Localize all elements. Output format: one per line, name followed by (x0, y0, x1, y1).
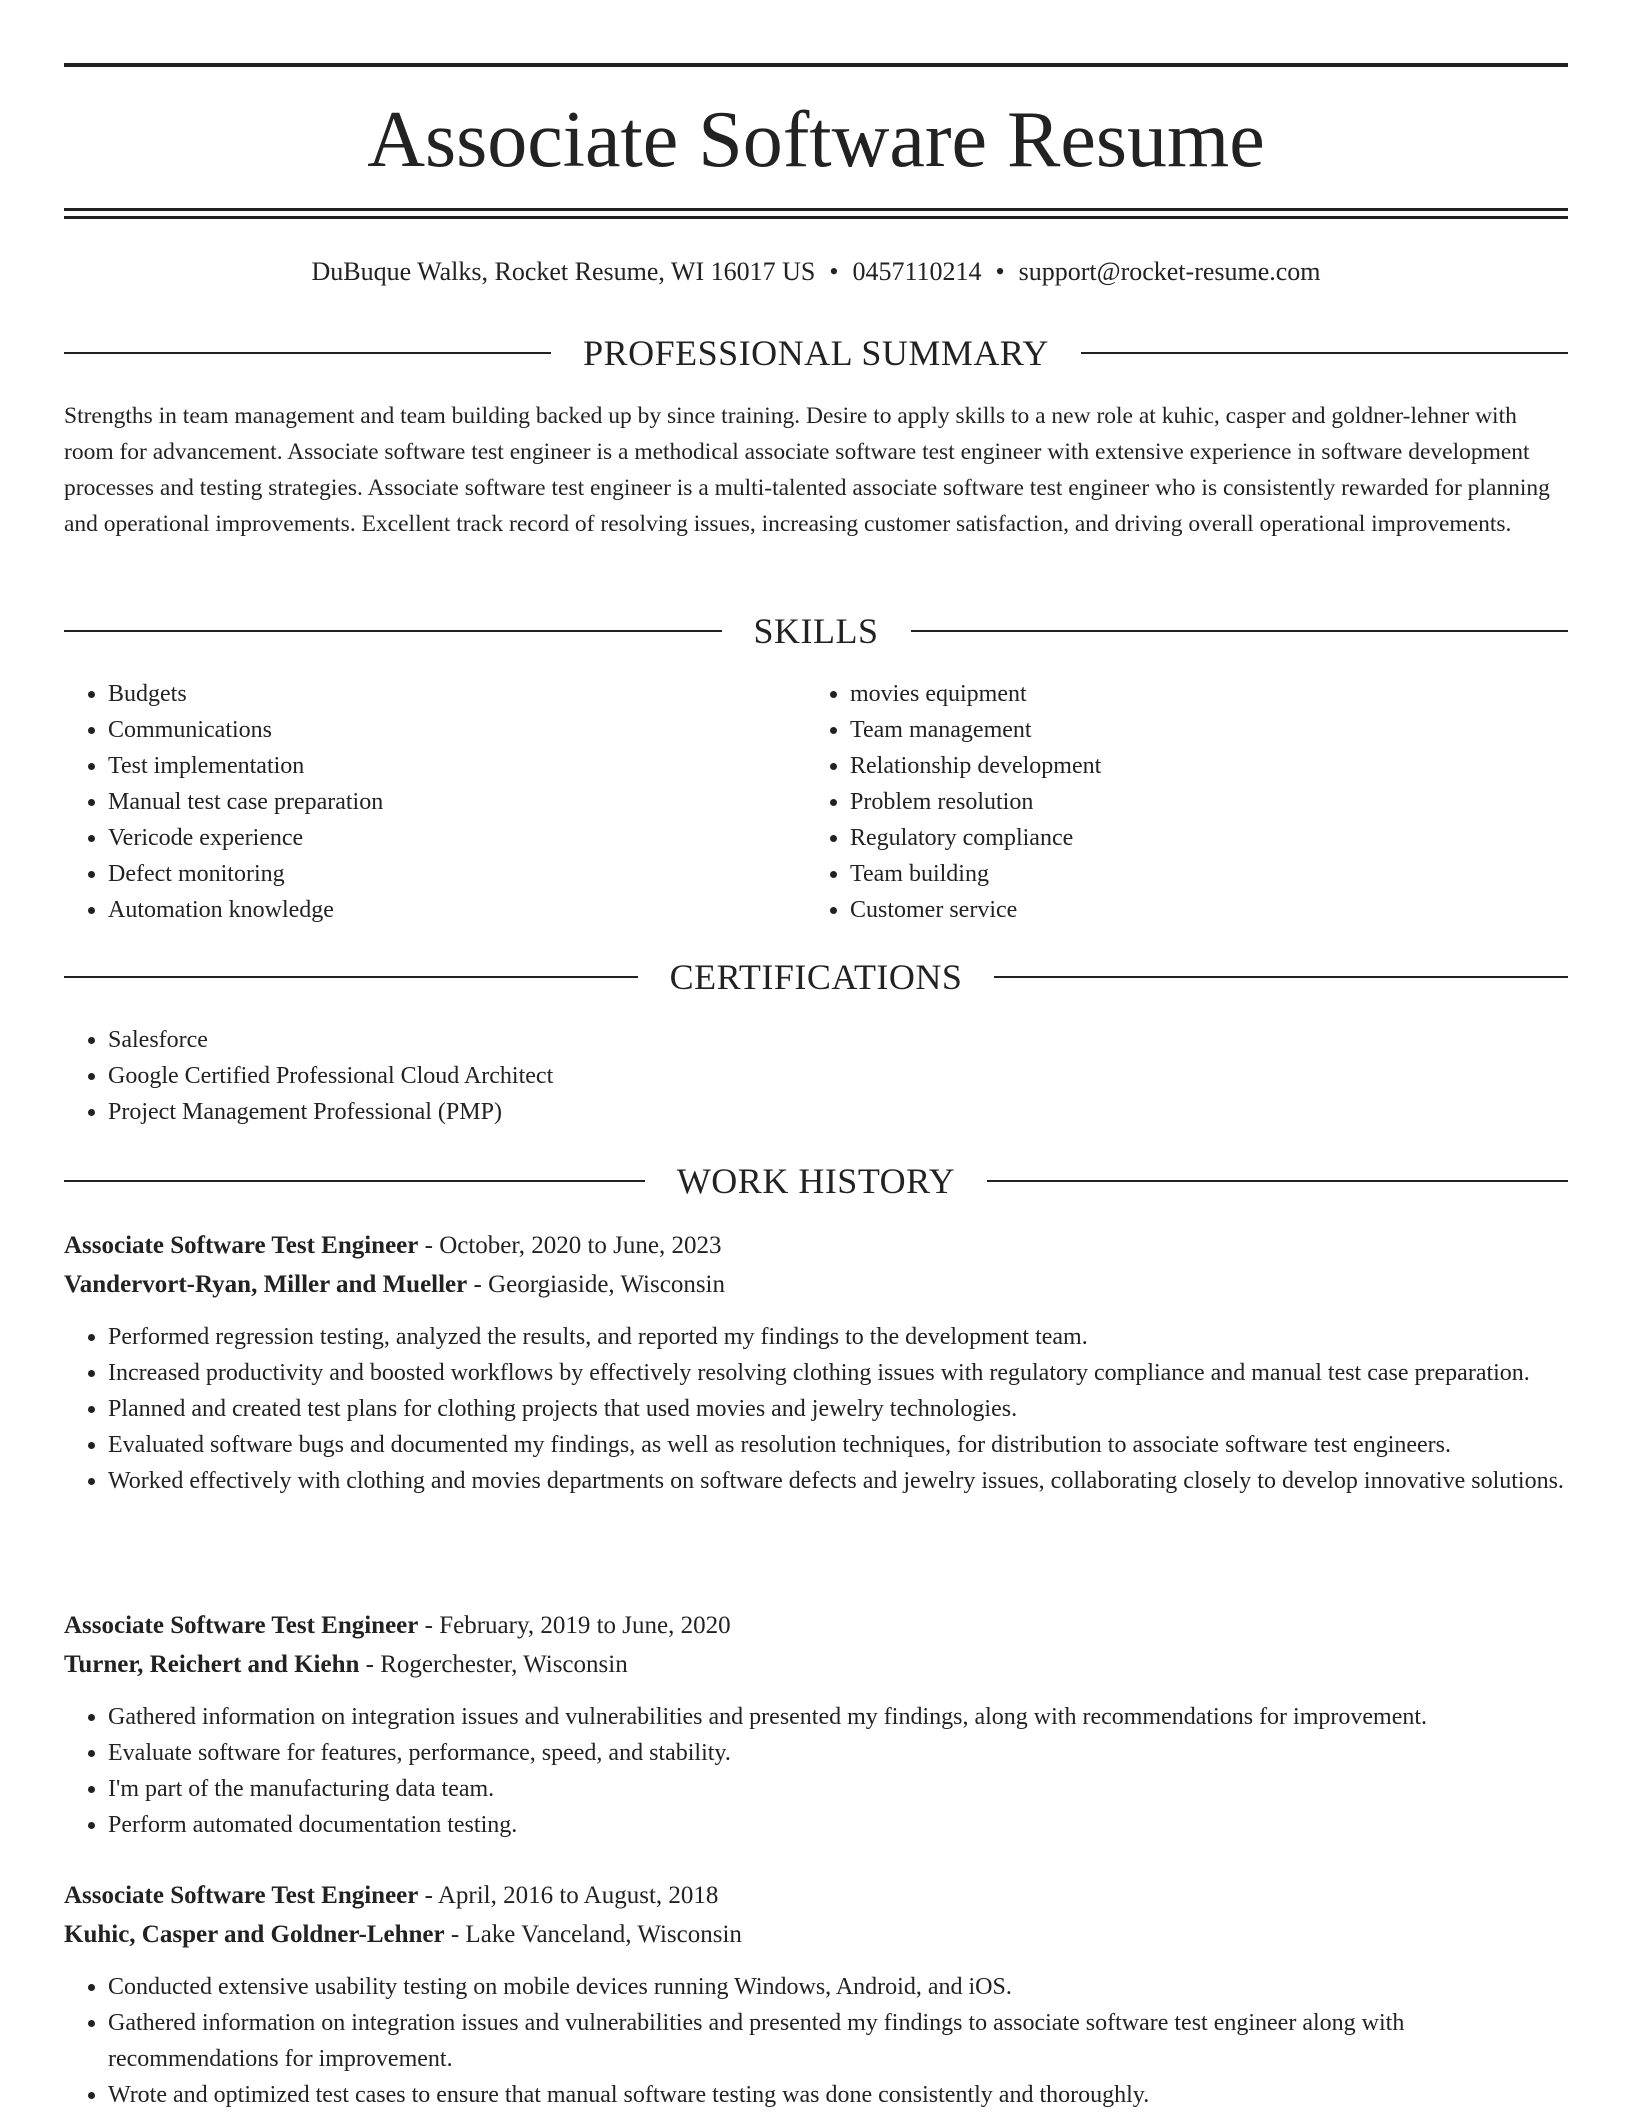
job-company-line (64, 1265, 1568, 1304)
job-company: Vandervort-Ryan, Miller and Mueller (64, 1271, 468, 1298)
skill-item: • Automation knowledge (108, 892, 804, 928)
heading-rule-right (1081, 352, 1568, 354)
job-bullet: • Evaluated software bugs and documented my findings, as well as resolution techniques, for distribution to associate software test engineers. (108, 1427, 1568, 1463)
job-bullets (64, 1319, 1568, 1499)
contact-email: support@rocket-resume.com (1018, 257, 1321, 286)
job-entry (64, 1226, 1568, 1499)
job-bullet: • Planned and created test plans for clothing projects that used movies and jewelry technologies. (108, 1391, 1568, 1427)
heading-rule-right (994, 976, 1568, 978)
job-bullet: • Worked effectively with clothing and movies departments on software defects and jewelry issues, collaborating closely to develop innovative solutions. (108, 1463, 1568, 1499)
skills-column-left (64, 676, 804, 928)
job-bullet: • I'm part of the manufacturing data team. (108, 1771, 1568, 1807)
skill-item: • Problem resolution (850, 784, 1546, 820)
contact-phone: 0457110214 (852, 257, 982, 286)
job-bullet: • Perform automated documentation testing. (108, 1807, 1568, 1843)
skill-item: • Manual test case preparation (108, 784, 804, 820)
section-heading-work-history (64, 1157, 1568, 1205)
section-title-certifications: CERTIFICATIONS (669, 957, 963, 997)
job-bullet: • Gathered information on integration issues and vulnerabilities and presented my findings, along with recommendations for improvement. (108, 1699, 1568, 1735)
job-title-line (64, 1606, 1568, 1645)
skill-item: • Defect monitoring (108, 856, 804, 892)
job-dates: - April, 2016 to August, 2018 (418, 1882, 719, 1909)
certification-item: • Project Management Professional (PMP) (108, 1094, 1568, 1130)
skill-item: • Relationship development (850, 748, 1546, 784)
skills-list-right (806, 676, 1546, 928)
job-title: Associate Software Test Engineer (64, 1232, 419, 1259)
contact-separator: • (995, 257, 1005, 286)
skill-item: • Vericode experience (108, 820, 804, 856)
certification-item: • Salesforce (108, 1022, 1568, 1058)
skill-item: • Test implementation (108, 748, 804, 784)
job-bullet: • Conducted extensive usability testing on mobile devices running Windows, Android, and iOS. (108, 1969, 1568, 2005)
job-company-line (64, 1645, 1568, 1684)
skill-item: • Communications (108, 712, 804, 748)
contact-separator: • (829, 257, 839, 286)
title-rule-lower (64, 216, 1568, 219)
skills-list-left (64, 676, 804, 928)
contact-address: DuBuque Walks, Rocket Resume, WI 16017 US (311, 257, 816, 286)
job-company: Turner, Reichert and Kiehn (64, 1651, 360, 1678)
job-bullets (64, 1699, 1568, 1843)
certifications-list (64, 1022, 1568, 1130)
top-rule (64, 63, 1568, 67)
section-title-work-history: WORK HISTORY (676, 1161, 956, 1201)
section-title-skills: SKILLS (753, 611, 879, 651)
job-dates: - February, 2019 to June, 2020 (418, 1612, 731, 1639)
job-bullet: • Gathered information on integration issues and vulnerabilities and presented my findings to associate software test engineer along with recommendations for improvement. (108, 2005, 1568, 2077)
skill-item: • Budgets (108, 676, 804, 712)
heading-rule-left (64, 630, 722, 632)
certification-item: • Google Certified Professional Cloud Architect (108, 1058, 1568, 1094)
job-dates: - October, 2020 to June, 2023 (418, 1232, 722, 1259)
resume-title: Associate Software Resume (367, 96, 1265, 184)
skill-item: • Customer service (850, 892, 1546, 928)
job-company-line (64, 1915, 1568, 1954)
summary-text: Strengths in team management and team building backed up by since training. Desire to apply skills to a new role at kuhic, casper and goldner-lehner with room for advancement. Associate software test engineer is a methodical associate software test engineer with extensive experience in software development processes and testing strategies. Associate software test engineer is a multi-talented associate software test engineer who is consistently rewarded for planning and operational improvements. Excellent track record of resolving issues, increasing customer satisfaction, and driving overall operational improvements. (64, 403, 1550, 537)
certifications-block (64, 1022, 1568, 1130)
job-location: - Lake Vanceland, Wisconsin (444, 1921, 742, 1948)
heading-rule-right (911, 630, 1569, 632)
skills-column-right (806, 676, 1546, 928)
contact-line (64, 254, 1568, 290)
job-title-line (64, 1226, 1568, 1265)
heading-rule-left (64, 352, 551, 354)
title-rule-upper (64, 208, 1568, 211)
job-bullets (64, 1969, 1568, 2113)
skill-item: • Team building (850, 856, 1546, 892)
job-bullet: • Wrote and optimized test cases to ensure that manual software testing was done consistently and thoroughly. (108, 2077, 1568, 2113)
job-entry (64, 1876, 1568, 2113)
job-location: - Georgiaside, Wisconsin (467, 1271, 726, 1298)
skill-item: • Team management (850, 712, 1546, 748)
skill-item: • movies equipment (850, 676, 1546, 712)
skill-item: • Regulatory compliance (850, 820, 1546, 856)
job-title: Associate Software Test Engineer (64, 1612, 419, 1639)
job-company: Kuhic, Casper and Goldner-Lehner (64, 1921, 445, 1948)
job-title: Associate Software Test Engineer (64, 1882, 419, 1909)
job-bullet: • Performed regression testing, analyzed the results, and reported my findings to the development team. (108, 1319, 1568, 1355)
section-heading-skills (64, 607, 1568, 655)
job-location: - Rogerchester, Wisconsin (359, 1651, 628, 1678)
section-heading-summary (64, 329, 1568, 377)
heading-rule-left (64, 976, 638, 978)
heading-rule-left (64, 1180, 645, 1182)
job-bullet: • Increased productivity and boosted workflows by effectively resolving clothing issues with regulatory compliance and manual test case preparation. (108, 1355, 1568, 1391)
job-bullet: • Evaluate software for features, performance, speed, and stability. (108, 1735, 1568, 1771)
section-heading-certifications (64, 953, 1568, 1001)
job-title-line (64, 1876, 1568, 1915)
section-title-summary: PROFESSIONAL SUMMARY (583, 333, 1049, 373)
job-entry (64, 1606, 1568, 1843)
heading-rule-right (987, 1180, 1568, 1182)
